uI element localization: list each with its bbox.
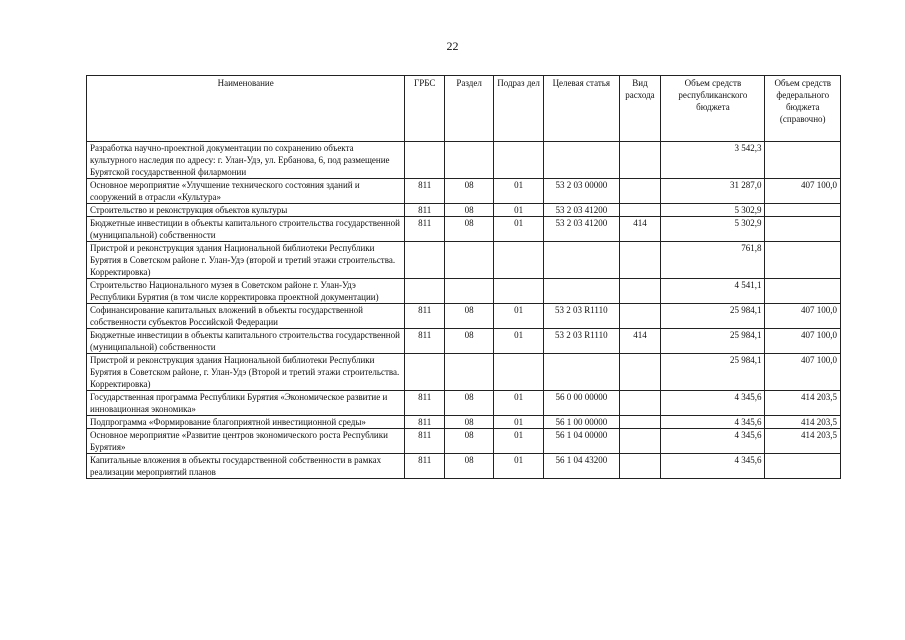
cell-federal-budget [765,142,841,179]
cell-expense-type [619,391,661,416]
cell-expense-type [619,354,661,391]
table-row [87,204,841,217]
cell-target-article: 53 2 03 R1110 [544,329,620,354]
table-row [87,279,841,304]
cell-republic-budget: 4 345,6 [661,416,765,429]
cell-section: 08 [445,429,494,454]
cell-name: Софинансирование капитальных вложений в объекты государственной собственности субъектов Российской Федерации [87,304,405,329]
cell-grbs: 811 [405,304,445,329]
cell-name: Строительство Национального музея в Советском районе г. Улан-Удэ Республики Бурятия (в том числе корректировка проектной документации) [87,279,405,304]
cell-section [445,242,494,279]
table-row [87,242,841,279]
cell-section: 08 [445,416,494,429]
cell-grbs [405,279,445,304]
cell-name: Подпрограмма «Формирование благоприятной инвестиционной среды» [87,416,405,429]
cell-federal-budget: 414 203,5 [765,416,841,429]
header-grbs: ГРБС [405,76,445,142]
cell-name: Капитальные вложения в объекты государственной собственности в рамках реализации мероприятий планов [87,454,405,479]
table-row [87,329,841,354]
cell-section: 08 [445,391,494,416]
cell-expense-type [619,179,661,204]
cell-section: 08 [445,204,494,217]
cell-subsection: 01 [494,416,544,429]
cell-grbs [405,142,445,179]
cell-federal-budget: 414 203,5 [765,429,841,454]
cell-expense-type [619,142,661,179]
cell-target-article: 53 2 03 00000 [544,179,620,204]
cell-subsection [494,142,544,179]
cell-expense-type [619,279,661,304]
header-subsection: Подраз дел [494,76,544,142]
table-row [87,304,841,329]
header-target-article: Целевая статья [544,76,620,142]
table-row [87,454,841,479]
cell-name: Строительство и реконструкция объектов культуры [87,204,405,217]
cell-federal-budget: 407 100,0 [765,354,841,391]
table-row [87,429,841,454]
cell-republic-budget: 4 541,1 [661,279,765,304]
cell-republic-budget: 3 542,3 [661,142,765,179]
cell-grbs: 811 [405,329,445,354]
table-body [87,142,841,479]
cell-subsection: 01 [494,179,544,204]
cell-target-article [544,142,620,179]
cell-subsection: 01 [494,217,544,242]
cell-subsection [494,242,544,279]
header-row [87,76,841,142]
cell-target-article: 53 2 03 41200 [544,204,620,217]
cell-federal-budget [765,217,841,242]
cell-federal-budget [765,204,841,217]
table-row [87,416,841,429]
cell-section [445,142,494,179]
header-name: Наименование [87,76,405,142]
cell-grbs: 811 [405,217,445,242]
cell-federal-budget [765,454,841,479]
cell-section: 08 [445,304,494,329]
cell-name: Пристрой и реконструкция здания Национальной библиотеки Республики Бурятия в Советском районе г. Улан-Удэ (второй и третий этажи строительства. Корректировка) [87,242,405,279]
cell-grbs: 811 [405,391,445,416]
cell-republic-budget: 25 984,1 [661,329,765,354]
cell-federal-budget: 407 100,0 [765,329,841,354]
cell-subsection: 01 [494,329,544,354]
cell-grbs: 811 [405,416,445,429]
cell-republic-budget: 25 984,1 [661,354,765,391]
cell-target-article: 56 0 00 00000 [544,391,620,416]
cell-grbs: 811 [405,454,445,479]
cell-subsection: 01 [494,429,544,454]
cell-subsection: 01 [494,204,544,217]
cell-target-article: 53 2 03 R1110 [544,304,620,329]
cell-expense-type: 414 [619,329,661,354]
cell-expense-type [619,429,661,454]
header-federal-budget: Объем средств федерального бюджета (справочно) [765,76,841,142]
cell-grbs [405,242,445,279]
table-row [87,354,841,391]
table-header [87,76,841,142]
cell-expense-type [619,304,661,329]
header-republic-budget: Объем средств республиканского бюджета [661,76,765,142]
cell-grbs: 811 [405,179,445,204]
cell-section [445,279,494,304]
cell-subsection: 01 [494,304,544,329]
cell-target-article [544,242,620,279]
cell-subsection: 01 [494,454,544,479]
cell-republic-budget: 31 287,0 [661,179,765,204]
cell-target-article: 56 1 00 00000 [544,416,620,429]
cell-section: 08 [445,217,494,242]
cell-name: Разработка научно-проектной документации по сохранению объекта культурного наследия по адресу: г. Улан-Удэ, ул. Ербанова, 6, под размещение Бурятской государственной филармонии [87,142,405,179]
cell-name: Пристрой и реконструкция здания Национальной библиотеки Республики Бурятия в Советском районе, г. Улан-Удэ (Второй и третий этажи строительства. Корректировка) [87,354,405,391]
cell-subsection: 01 [494,391,544,416]
cell-grbs: 811 [405,429,445,454]
cell-federal-budget [765,279,841,304]
table-row [87,391,841,416]
cell-name: Государственная программа Республики Бурятия «Экономическое развитие и инновационная экономика» [87,391,405,416]
cell-republic-budget: 4 345,6 [661,391,765,416]
cell-name: Бюджетные инвестиции в объекты капитального строительства государственной (муниципальной) собственности [87,329,405,354]
cell-section [445,354,494,391]
table-row [87,217,841,242]
cell-name: Бюджетные инвестиции в объекты капитального строительства государственной (муниципальной) собственности [87,217,405,242]
table-row [87,142,841,179]
cell-expense-type [619,454,661,479]
budget-table [86,75,841,479]
cell-expense-type [619,242,661,279]
cell-republic-budget: 5 302,9 [661,217,765,242]
cell-subsection [494,354,544,391]
cell-target-article: 53 2 03 41200 [544,217,620,242]
cell-target-article [544,279,620,304]
page-number: 22 [446,39,459,53]
cell-section: 08 [445,329,494,354]
cell-expense-type [619,416,661,429]
cell-federal-budget [765,242,841,279]
cell-section: 08 [445,179,494,204]
header-expense-type: Вид расхода [619,76,661,142]
cell-republic-budget: 5 302,9 [661,204,765,217]
cell-republic-budget: 25 984,1 [661,304,765,329]
cell-name: Основное мероприятие «Развитие центров экономического роста Республики Бурятия» [87,429,405,454]
cell-republic-budget: 761,8 [661,242,765,279]
cell-section: 08 [445,454,494,479]
cell-name: Основное мероприятие «Улучшение технического состояния зданий и сооружений в отрасли «Культура» [87,179,405,204]
cell-republic-budget: 4 345,6 [661,429,765,454]
cell-target-article: 56 1 04 43200 [544,454,620,479]
cell-target-article: 56 1 04 00000 [544,429,620,454]
cell-expense-type [619,204,661,217]
cell-expense-type: 414 [619,217,661,242]
cell-target-article [544,354,620,391]
cell-grbs [405,354,445,391]
cell-grbs: 811 [405,204,445,217]
cell-federal-budget: 414 203,5 [765,391,841,416]
cell-federal-budget: 407 100,0 [765,304,841,329]
cell-subsection [494,279,544,304]
header-section: Раздел [445,76,494,142]
table-row [87,179,841,204]
cell-republic-budget: 4 345,6 [661,454,765,479]
cell-federal-budget: 407 100,0 [765,179,841,204]
